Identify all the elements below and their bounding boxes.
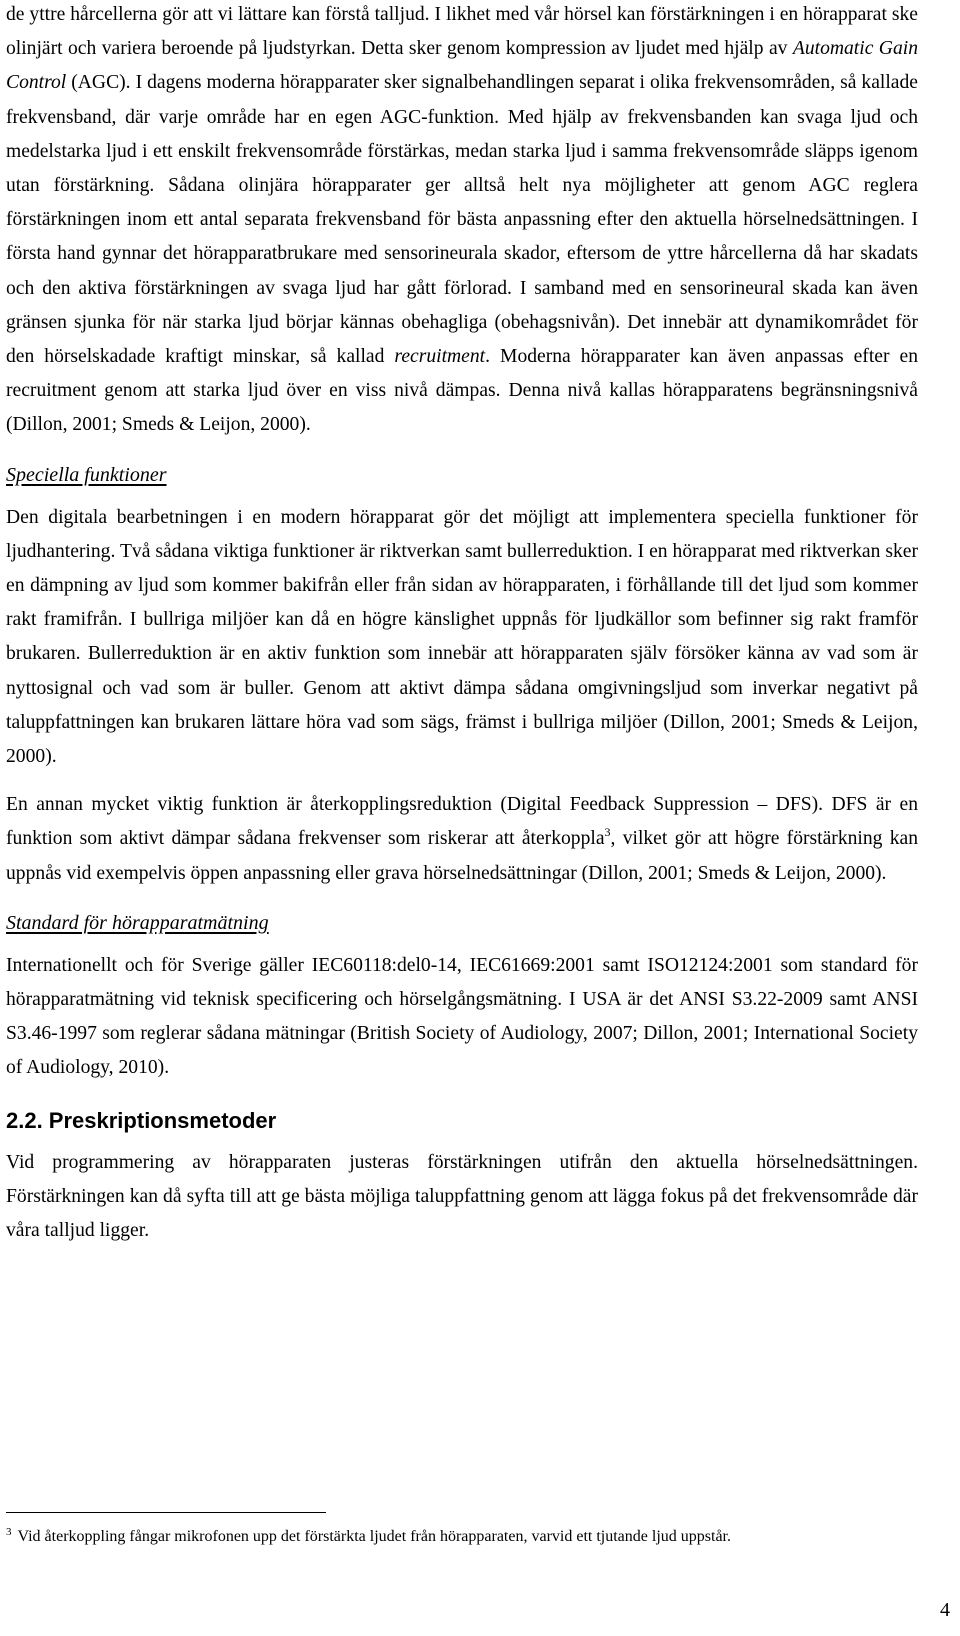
footnote <box>6 1524 918 1550</box>
paragraph-agc-text-1: de yttre hårcellerna gör att vi lättare kan förstå talljud. I likhet med vår hörsel kan förstärkningen i en hörapparat ske olinjärt och variera beroende på ljudstyrkan. Detta sker genom kompression av ljudet med hjälp av <box>6 4 918 60</box>
paragraph-dfs-text-2: , vilket gör att högre förstärkning kan uppnås vid exempelvis öppen anpassning eller grava hörselnedsättningar (Dillon, 2001; Smeds & Leijon, 2000). <box>6 828 919 884</box>
section-heading-preskriptionsmetoder: 2.2. Preskriptionsmetoder <box>6 1107 277 1133</box>
paragraph-preskription: Vid programmering av hörapparaten justeras förstärkningen utifrån den aktuella hörselnedsättningen. Förstärkningen kan då syfta till att ge bästa möjliga taluppfattning genom att lägga fokus på det frekvensområde där våra talljud ligger. <box>6 1151 918 1242</box>
subheading-standard: Standard för hörapparatmätning <box>6 911 269 934</box>
paragraph-agc <box>6 0 918 443</box>
footnote-text: Vid återkoppling fångar mikrofonen upp det förstärkta ljudet från hörapparaten, varvid ett tjutande ljud uppstår. <box>17 1528 731 1545</box>
footnote-separator <box>6 1512 326 1513</box>
term-recruitment: recruitment <box>394 346 486 368</box>
footnote-reference[interactable]: 3 <box>604 825 611 840</box>
paragraph-special-functions: Den digitala bearbetningen i en modern hörapparat gör det möjligt att implementera speciella funktioner för ljudhantering. Två sådana viktiga funktioner är riktverkan samt bullerreduktion. I en hörapparat med riktverkan sker en dämpning av ljud som kommer bakifrån eller från sidan av hörapparaten, i förhållande till det ljud som kommer rakt framifrån. I bullriga miljöer kan då en högre känslighet uppnås för ljudkällor som befinner sig rakt framför brukaren. Bullerreduktion är en aktiv funktion som innebär att hörapparaten själv försöker känna av vad som är nyttosignal och vad som är buller. Genom att aktivt dämpa sådana omgivningsljud som inverkar negativt på taluppfattningen kan brukaren lättare höra vad som sägs, främst i bullriga miljöer (Dillon, 2001; Smeds & Leijon, 2000). <box>6 506 918 768</box>
footnote-number: 3 <box>6 1526 12 1538</box>
page-content <box>6 0 918 1248</box>
page-number: 4 <box>940 1599 950 1621</box>
paragraph-agc-text-2: (AGC). I dagens moderna hörapparater sker signalbehandlingen separat i olika frekvensområden, så kallade frekvensband, där varje område har en egen AGC-funktion. Med hjälp av frekvensbanden kan svaga ljud och medelstarka ljud i ett enskilt frekvensområde förstärkas, medan starka ljud i samma frekvensområde släpps igenom utan förstärkning. Sådana olinjära hörapparater ger alltså helt nya möjligheter att genom AGC reglera förstärkningen inom ett antal separata frekvensband för bästa anpassning efter den aktuella hörselnedsättningen. I första hand gynnar det hörapparatbrukare med sensorineurala skador, eftersom de yttre hårcellerna då har skadats och den aktiva förstärkningen av svaga ljud har gått förlorad. I samband med en sensorineural skada kan även gränsen sjunka för när starka ljud börjar kännas obehagliga (obehagsnivån). Det innebär att dynamikområdet för den hörselskadade kraftigt minskar, så kallad <box>6 72 918 368</box>
paragraph-dfs-text-1: En annan mycket viktig funktion är återkopplingsreduktion (Digital Feedback Suppression – DFS). DFS är en funktion som aktivt dämpar sådana frekvenser som riskerar att återkoppla <box>6 794 918 850</box>
paragraph-agc-text-3: . Moderna hörapparater kan även anpassas efter en recruitment genom att starka ljud över en viss nivå dämpas. Denna nivå kallas hörapparatens begränsningsnivå (Dillon, 2001; Smeds & Leijon, 2000). <box>6 346 918 436</box>
paragraph-dfs <box>6 788 918 891</box>
subheading-speciella-funktioner: Speciella funktioner <box>6 463 167 486</box>
paragraph-standard: Internationellt och för Sverige gäller IEC60118:del0-14, IEC61669:2001 samt ISO12124:2001 som standard för hörapparatmätning vid teknisk specificering och hörselgångsmätning. I USA är det ANSI S3.22-2009 samt ANSI S3.46-1997 som reglerar sådana mätningar (British Society of Audiology, 2007; Dillon, 2001; International Society of Audiology, 2010). <box>6 954 918 1079</box>
term-automatic-gain-control: Automatic Gain Control <box>6 38 918 94</box>
